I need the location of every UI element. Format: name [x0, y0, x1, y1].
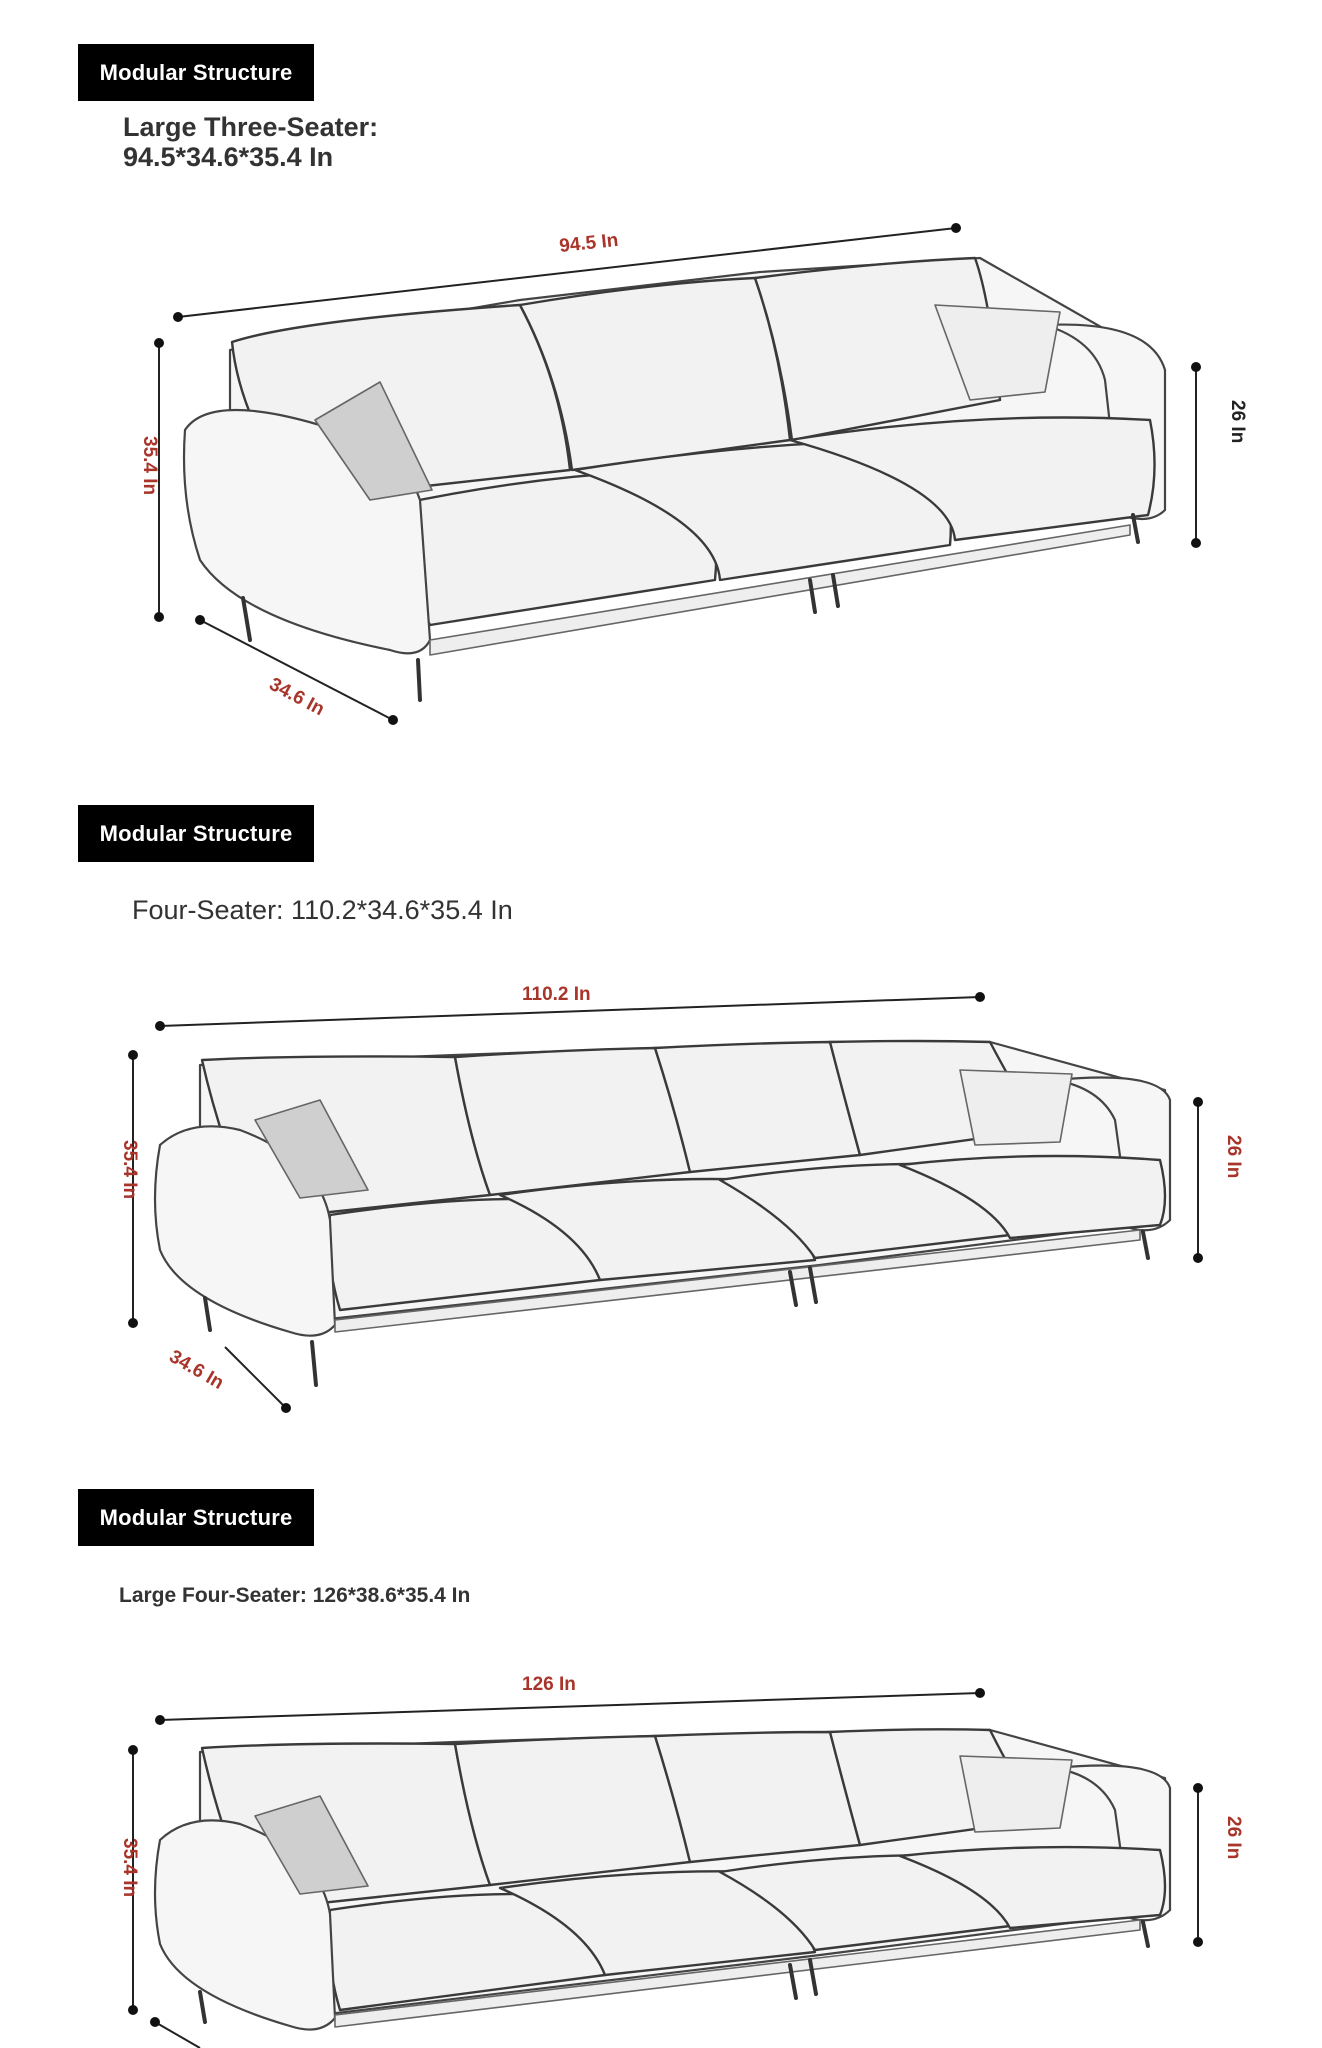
height-end-dot — [128, 2005, 138, 2015]
height-end-dot — [154, 338, 164, 348]
section-large-three-seater — [0, 0, 1322, 780]
length-end-dot — [155, 1715, 165, 1725]
height-label: 35.4 In — [139, 436, 160, 496]
length-end-dot — [951, 223, 961, 233]
height-label: 35.4 In — [119, 1838, 140, 1898]
depth-end-dot — [195, 615, 205, 625]
length-end-dot — [173, 312, 183, 322]
length-label: 94.5 In — [558, 229, 620, 257]
arm-height-label: 26 In — [1223, 1135, 1244, 1179]
arm-height-label: 26 In — [1227, 400, 1248, 444]
arm-height-label: 26 In — [1223, 1816, 1244, 1860]
length-dimension-line — [160, 1693, 980, 1720]
sofa-diagram-three-seater — [0, 0, 1322, 780]
arm-end-dot — [1193, 1253, 1203, 1263]
length-label: 126 In — [522, 1674, 576, 1695]
depth-end-dot — [150, 2017, 160, 2027]
height-end-dot — [154, 612, 164, 622]
arm-end-dot — [1193, 1097, 1203, 1107]
height-label: 35.4 In — [119, 1140, 140, 1200]
modular-structure-badge: Modular Structure — [78, 805, 314, 862]
depth-end-dot — [388, 715, 398, 725]
section-title: Large Four-Seater: 126*38.6*35.4 In — [119, 1584, 471, 1607]
sofa-sketch — [155, 1041, 1170, 1385]
sofa-diagram-four-seater — [0, 780, 1322, 1470]
height-end-dot — [128, 1318, 138, 1328]
modular-structure-badge: Modular Structure — [78, 1489, 314, 1546]
length-end-dot — [975, 1688, 985, 1698]
depth-label: 34.6 In — [165, 1346, 228, 1394]
modular-structure-badge: Modular Structure — [78, 44, 314, 101]
depth-dimension-line — [155, 2022, 200, 2048]
arm-end-dot — [1191, 362, 1201, 372]
section-large-four-seater — [0, 1470, 1322, 2048]
sofa-sketch — [184, 258, 1165, 700]
depth-dimension-line — [225, 1347, 286, 1408]
length-end-dot — [155, 1021, 165, 1031]
length-label: 110.2 In — [522, 984, 591, 1005]
height-end-dot — [128, 1050, 138, 1060]
length-end-dot — [975, 992, 985, 1002]
height-end-dot — [128, 1745, 138, 1755]
sofa-sketch — [155, 1729, 1170, 2029]
arm-end-dot — [1193, 1937, 1203, 1947]
section-title-line2: 94.5*34.6*35.4 In — [123, 142, 334, 173]
arm-end-dot — [1191, 538, 1201, 548]
sofa-diagram-large-four-seater — [0, 1470, 1322, 2048]
section-title-line1: Large Three-Seater: — [123, 112, 379, 142]
depth-end-dot — [281, 1403, 291, 1413]
section-four-seater — [0, 780, 1322, 1470]
section-title: Four-Seater: 110.2*34.6*35.4 In — [132, 895, 513, 925]
depth-label: 34.6 In — [265, 673, 328, 721]
arm-end-dot — [1193, 1783, 1203, 1793]
